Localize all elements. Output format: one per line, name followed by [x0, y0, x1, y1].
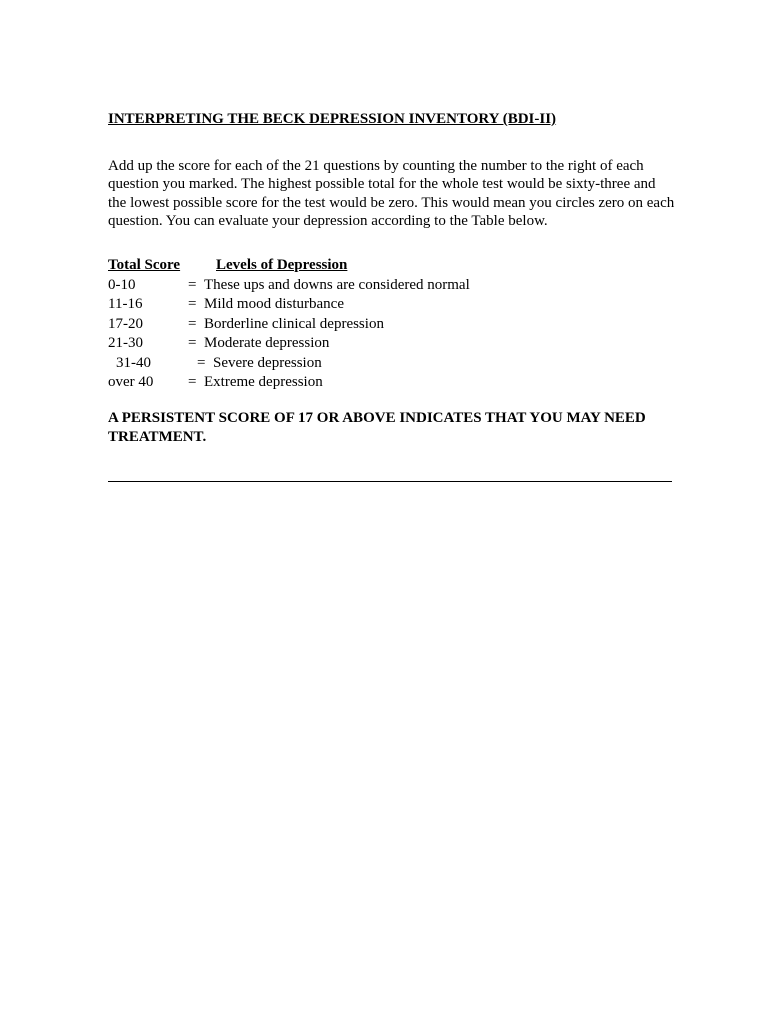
row-level: Severe depression — [213, 354, 322, 371]
warning-line: A PERSISTENT SCORE OF 17 OR ABOVE INDICATES THAT YOU MAY NEED — [108, 410, 646, 426]
intro-line: Add up the score for each of the 21 questions by counting the number to the right of each — [108, 158, 644, 174]
treatment-warning — [108, 409, 678, 447]
intro-line: question. You can evaluate your depression according to the Table below. — [108, 212, 548, 229]
row-score: over 40 — [108, 374, 154, 390]
table-row — [108, 315, 668, 335]
warning-line: TREATMENT. — [108, 429, 207, 445]
table-row — [108, 276, 668, 296]
row-equals: = — [188, 296, 197, 312]
row-score: 21-30 — [108, 335, 143, 351]
table-row — [108, 373, 668, 393]
row-level: Extreme depression — [204, 374, 323, 390]
header-levels-of-depression: Levels of Depression — [216, 257, 348, 273]
horizontal-rule — [108, 481, 672, 482]
row-level: These ups and downs are considered normal — [204, 276, 470, 293]
row-equals: = — [188, 276, 197, 293]
table-row — [108, 334, 668, 354]
header-total-score: Total Score — [108, 257, 181, 273]
row-score: 11-16 — [108, 296, 143, 312]
intro-paragraph — [108, 157, 688, 230]
table-row — [108, 354, 668, 374]
intro-line: question you marked. The highest possible total for the whole test would be sixty-three and — [108, 176, 656, 193]
row-equals: = — [188, 335, 197, 351]
row-score: 31-40 — [116, 354, 151, 371]
intro-line: the lowest possible score for the test would be zero. This would mean you circles zero on each — [108, 194, 675, 211]
row-equals: = — [188, 374, 197, 390]
document-title: INTERPRETING THE BECK DEPRESSION INVENTORY (BDI-II) — [108, 111, 557, 127]
row-equals: = — [188, 315, 197, 332]
table-row — [108, 295, 668, 315]
row-level: Borderline clinical depression — [204, 315, 384, 332]
score-table-header — [108, 256, 668, 276]
row-score: 0-10 — [108, 276, 136, 293]
row-equals: = — [197, 354, 206, 371]
row-level: Moderate depression — [204, 335, 330, 351]
row-level: Mild mood disturbance — [204, 296, 344, 312]
score-table — [108, 256, 668, 393]
row-score: 17-20 — [108, 315, 143, 332]
